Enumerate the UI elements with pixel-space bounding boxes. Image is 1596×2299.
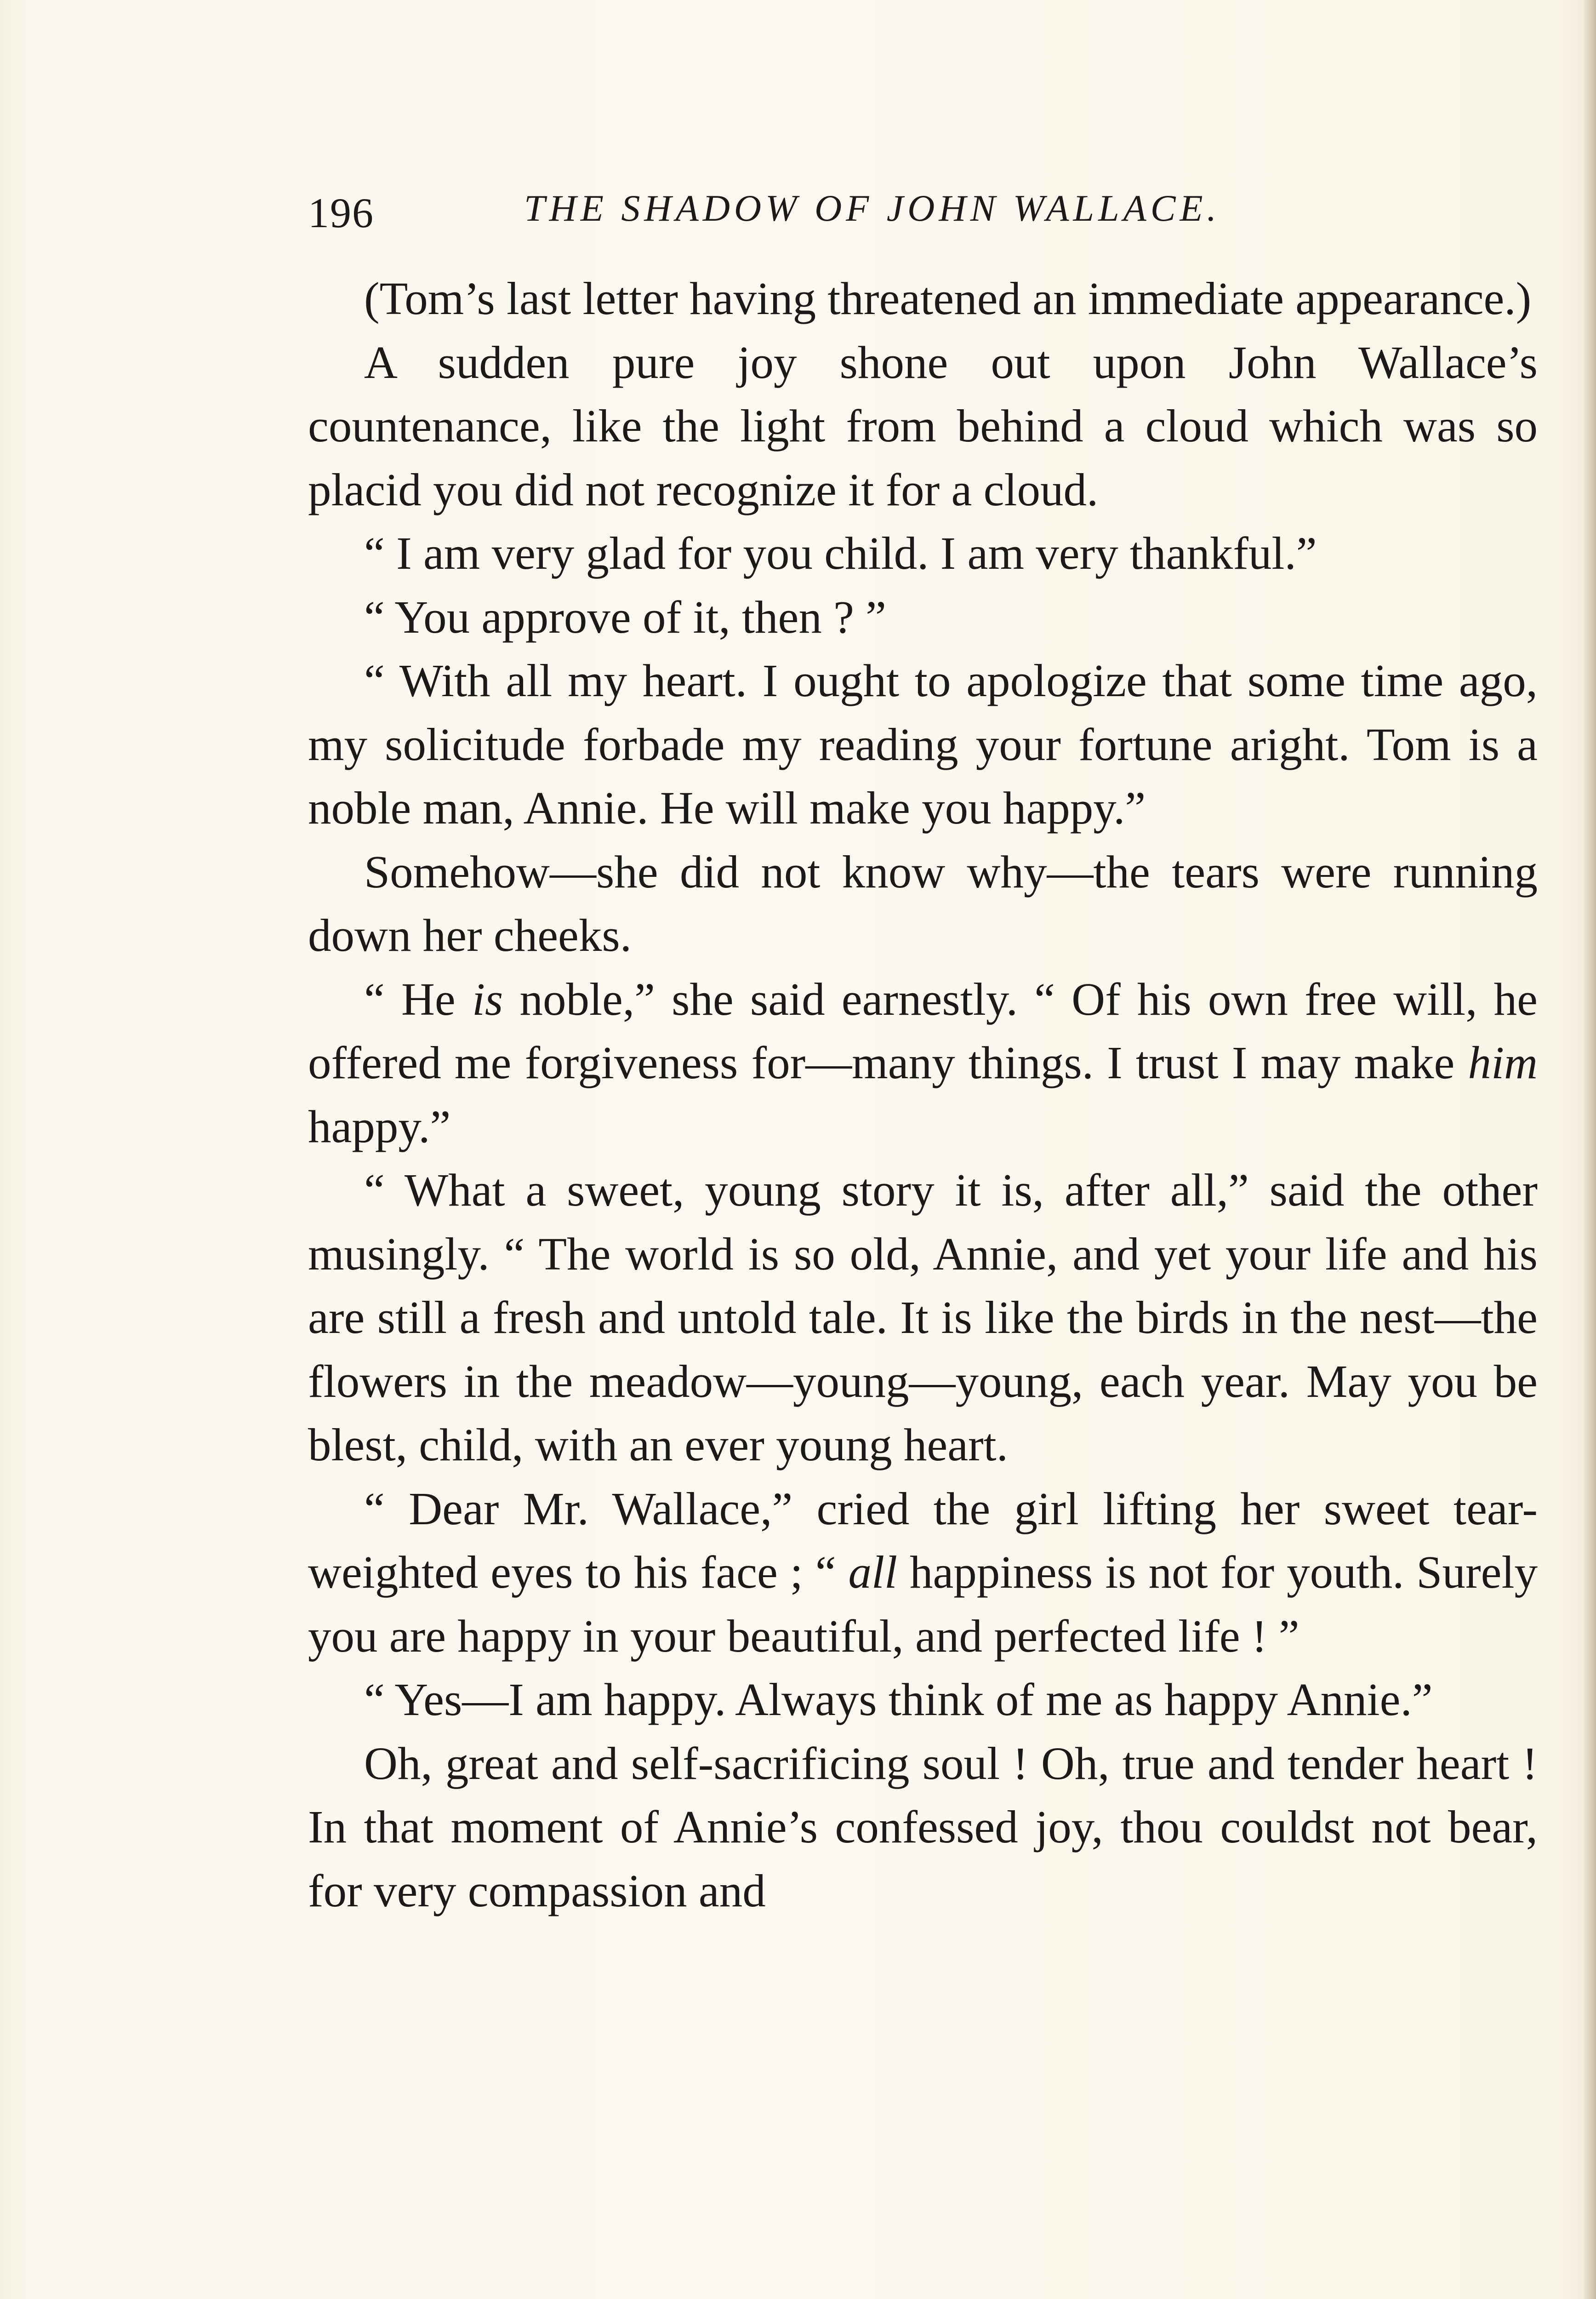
paragraph <box>308 1732 1538 1923</box>
paragraph <box>308 267 1538 331</box>
running-title: THE SHADOW OF JOHN WALLACE. <box>524 187 1221 229</box>
page-header <box>308 175 1342 248</box>
text-run: (Tom’s last letter having threatened an immediate appearance.) <box>364 273 1532 324</box>
text-run: “ With all my heart. I ought to apologize that some time ago, my solicitude forbade my reading your fortune aright. Tom is a noble man, Annie. He will make you happy.” <box>308 655 1538 834</box>
text-run: noble,” she said earnestly. “ Of his own free will, he offered me forgiveness for—many things. I trust I may make <box>308 973 1538 1088</box>
paragraph <box>308 967 1538 1159</box>
text-run: Oh, great and self-sacrificing soul ! Oh, true and tender heart ! In that moment of Annie’s confessed joy, thou couldst not bear, for very compassion and <box>308 1737 1538 1916</box>
text-run: “ You approve of it, then ? ” <box>364 591 887 643</box>
paragraph <box>308 1668 1538 1732</box>
emphasized-text: is <box>472 973 503 1025</box>
text-run: “ Dear Mr. Wallace,” cried the girl lifting her sweet tear-weighted eyes to his face ; “ <box>308 1482 1538 1598</box>
text-run: A sudden pure joy shone out upon John Wallace’s countenance, like the light from behind a cloud which was so placid you did not recognize it for a cloud. <box>308 336 1538 515</box>
text-run: “ I am very glad for you child. I am very thankful.” <box>364 527 1317 579</box>
text-run: “ What a sweet, young story it is, after all,” said the other musingly. “ The world is so old, Annie, and yet your life and his are still a fresh and untold tale. It is like the birds in the nest—the flowers in the meadow—young—young, each year. May you be blest, child, with an ever young heart. <box>308 1164 1538 1470</box>
paragraph <box>308 585 1538 649</box>
paragraph <box>308 840 1538 967</box>
page-edge-shadow <box>1583 0 1596 2299</box>
text-run: “ He <box>364 973 472 1025</box>
text-run: happy.” <box>308 1100 451 1152</box>
text-run: Somehow—she did not know why—the tears were running down her cheeks. <box>308 846 1538 961</box>
text-run: “ Yes—I am happy. Always think of me as happy Annie.” <box>364 1674 1433 1725</box>
emphasized-text: him <box>1468 1037 1538 1088</box>
paragraph <box>308 331 1538 522</box>
paragraph <box>308 1158 1538 1477</box>
page-number: 196 <box>308 189 374 236</box>
paragraph <box>308 1477 1538 1668</box>
text-run: happiness is not for youth. Surely you are happy in your beautiful, and perfected life ! ” <box>308 1546 1538 1662</box>
emphasized-text: all <box>848 1546 898 1598</box>
body-text <box>308 267 1538 1922</box>
paragraph <box>308 649 1538 840</box>
paragraph <box>308 521 1538 585</box>
